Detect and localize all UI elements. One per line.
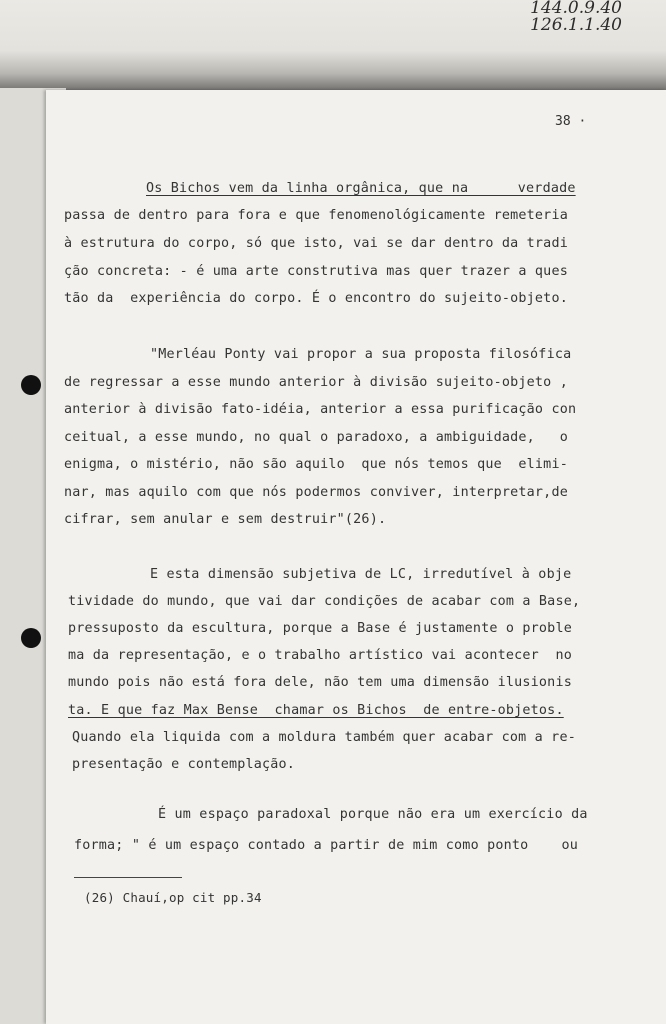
- paragraph-3-line-5: mundo pois não está fora dele, não tem uma dimensão ilusionis: [68, 675, 572, 690]
- paragraph-2-line-7: cifrar, sem anular e sem destruir"(26).: [64, 512, 387, 527]
- paragraph-3-line-6: ta. E que faz Max Bense chamar os Bichos de entre-objetos.: [68, 703, 564, 718]
- paragraph-2-line-4: ceitual, a esse mundo, no qual o paradoxo, a ambiguidade, o: [64, 430, 568, 445]
- typed-page: [46, 90, 666, 1024]
- paragraph-2-line-1: "Merléau Ponty vai propor a sua proposta filosófica: [150, 347, 572, 362]
- page-number: 38 ·: [555, 114, 587, 129]
- paragraph-1-line-5: tão da experiência do corpo. É o encontro do sujeito-objeto.: [64, 291, 568, 306]
- footnote: (26) Chauí,op cit pp.34: [84, 890, 262, 905]
- archive-codes: [530, 0, 622, 34]
- paragraph-3-line-8: presentação e contemplação.: [72, 757, 296, 772]
- archive-code-1: 144.0.9.40: [530, 0, 622, 18]
- archive-code-2: 126.1.1.40: [530, 15, 622, 35]
- paragraph-3-line-7: Quando ela liquida com a moldura também quer acabar com a re-: [72, 730, 576, 745]
- paragraph-3-line-3: pressuposto da escultura, porque a Base é justamente o proble: [68, 621, 572, 636]
- punch-hole-1: [21, 375, 41, 395]
- paragraph-1-line-2: passa de dentro para fora e que fenomenológicamente remeteria: [64, 208, 568, 223]
- paragraph-2-line-6: nar, mas aquilo com que nós podermos conviver, interpretar,de: [64, 485, 568, 500]
- paragraph-1-line-1: Os Bichos vem da linha orgânica, que na verdade: [146, 181, 576, 196]
- punch-hole-2: [21, 628, 41, 648]
- paragraph-3-line-1: E esta dimensão subjetiva de LC, irredutível à obje: [150, 567, 572, 582]
- paragraph-2-line-2: de regressar a esse mundo anterior à divisão sujeito-objeto ,: [64, 375, 568, 390]
- paragraph-3-line-2: tividade do mundo, que vai dar condições de acabar com a Base,: [68, 594, 581, 609]
- paragraph-1-line-4: ção concreta: - é uma arte construtiva mas quer trazer a ques: [64, 264, 568, 279]
- paragraph-4-line-1: É um espaço paradoxal porque não era um exercício da: [158, 807, 588, 822]
- paragraph-3-line-4: ma da representação, e o trabalho artístico vai acontecer no: [68, 648, 572, 663]
- paragraph-2-line-3: anterior à divisão fato-idéia, anterior a essa purificação con: [64, 402, 577, 417]
- footnote-separator: [74, 877, 182, 878]
- paragraph-4-line-2: forma; " é um espaço contado a partir de mim como ponto ou: [74, 838, 578, 853]
- paragraph-2-line-5: enigma, o mistério, não são aquilo que nós temos que elimi-: [64, 457, 568, 472]
- paragraph-1-line-3: à estrutura do corpo, só que isto, vai se dar dentro da tradi: [64, 236, 568, 251]
